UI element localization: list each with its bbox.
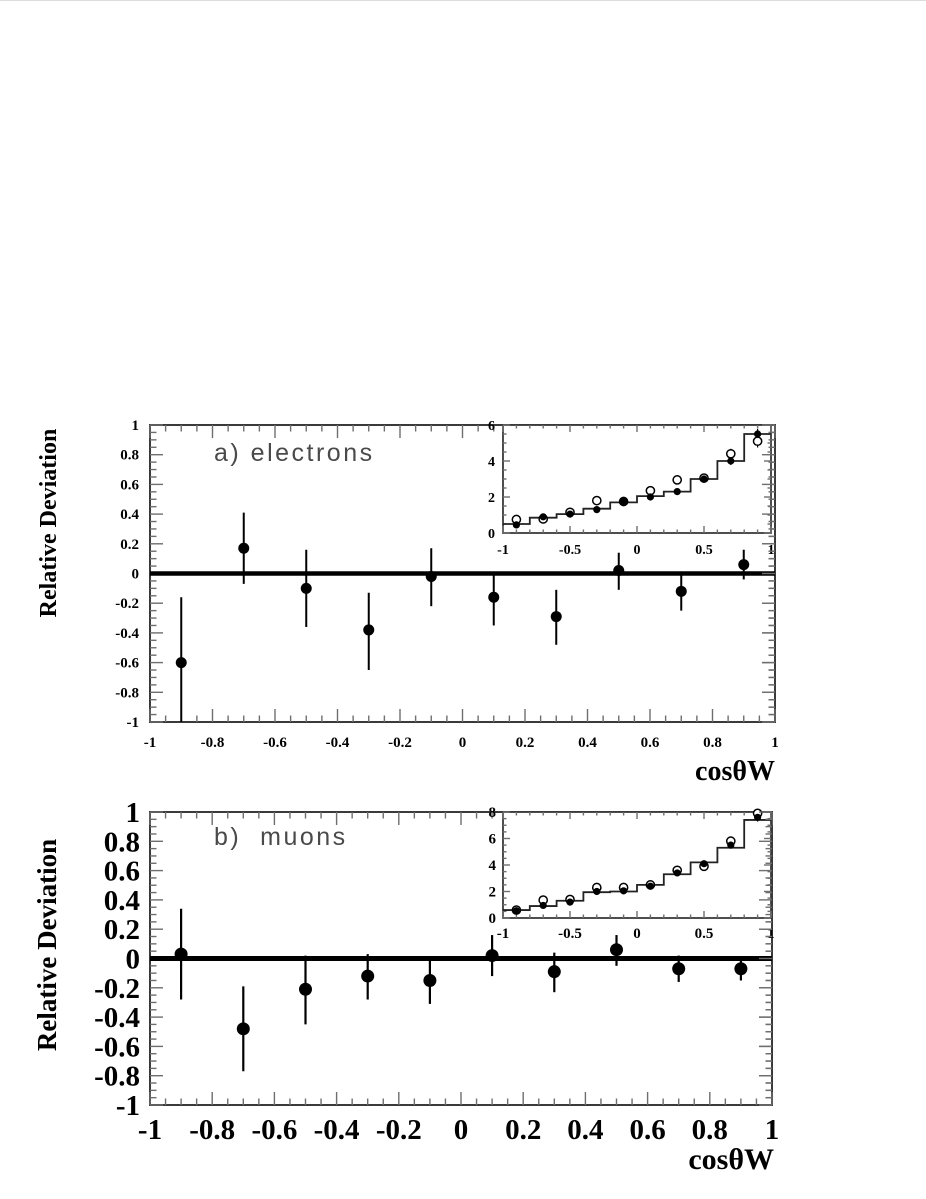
error-bars xyxy=(181,909,741,1072)
filled-data-point xyxy=(700,475,707,482)
x-tick-label: -0.8 xyxy=(189,1114,236,1146)
inset-x-tick-label: 1 xyxy=(767,543,775,558)
x-tick-label: -0.6 xyxy=(263,735,287,751)
x-tick-label: 0.6 xyxy=(640,735,660,751)
data-point xyxy=(548,965,561,978)
data-point xyxy=(238,543,249,554)
inset-y-tick-label: 8 xyxy=(488,805,496,821)
inset-x-tick-label: -0.5 xyxy=(558,926,582,942)
data-point xyxy=(610,943,623,956)
inset-x-tick-label: 0.5 xyxy=(695,543,713,558)
filled-data-point xyxy=(593,506,600,513)
data-point xyxy=(734,962,747,975)
panel-b-y-axis-title: Relative Deviation xyxy=(32,838,62,1052)
filled-data-point xyxy=(513,521,520,528)
x-tick-label: 0.2 xyxy=(515,735,535,751)
y-tick-label: -0.8 xyxy=(94,1060,140,1093)
inset-y-tick-label: 6 xyxy=(488,831,496,848)
data-point xyxy=(299,983,312,996)
filled-data-point xyxy=(647,883,654,890)
x-tick-label: -0.2 xyxy=(388,735,412,751)
panel-b-muons xyxy=(94,797,779,1146)
y-tick-label: -0.6 xyxy=(115,655,139,672)
data-point xyxy=(551,611,562,622)
y-tick-label: -0.2 xyxy=(115,596,139,613)
inset-x-tick-label: -1 xyxy=(496,926,510,942)
data-point xyxy=(361,970,374,983)
inset-x-tick-label: 0 xyxy=(633,926,641,942)
data-point xyxy=(676,586,687,597)
x-tick-label: -1 xyxy=(137,1114,163,1146)
y-tick-label: 0.2 xyxy=(103,914,140,947)
x-tick-label: -0.4 xyxy=(325,735,350,751)
x-tick-label: 0.4 xyxy=(567,1114,604,1146)
open-data-point xyxy=(754,437,762,445)
y-tick-label: 1 xyxy=(125,797,140,829)
inset-x-tick-label: -1 xyxy=(497,543,509,558)
y-tick-label: -0.4 xyxy=(115,625,139,642)
x-tick-label: 0.8 xyxy=(691,1114,728,1146)
y-tick-label: 0.6 xyxy=(103,855,140,888)
inset-x-tick-label: 0 xyxy=(633,543,641,558)
error-bars xyxy=(181,513,744,722)
y-tick-label: -1 xyxy=(115,1090,140,1122)
filled-data-point xyxy=(727,457,734,464)
data-point xyxy=(672,962,685,975)
filled-data-point xyxy=(540,902,547,909)
y-tick-label: -0.6 xyxy=(94,1031,140,1064)
data-point xyxy=(738,559,749,570)
filled-data-point xyxy=(620,887,627,894)
open-data-point xyxy=(593,497,601,505)
inset-y-tick-label: 6 xyxy=(488,419,495,434)
x-tick-label: 0.4 xyxy=(578,735,597,751)
panel-b-label: b) muons xyxy=(214,823,348,851)
y-tick-label: 0.4 xyxy=(103,884,140,917)
y-tick-label: 0.6 xyxy=(120,477,139,494)
data-point xyxy=(488,592,499,603)
open-data-point xyxy=(727,450,735,458)
inset-x-tick-label: 0.5 xyxy=(694,926,714,942)
data-point xyxy=(423,974,436,987)
y-tick-label: 1 xyxy=(131,418,139,434)
data-point xyxy=(426,571,437,582)
data-point xyxy=(613,565,624,576)
x-tick-label: -1 xyxy=(143,735,157,751)
inset-y-tick-label: 0 xyxy=(488,527,495,542)
data-point xyxy=(486,949,499,962)
x-tick-label: 0.8 xyxy=(703,735,722,751)
inset-panel xyxy=(488,419,775,558)
x-tick-label: -0.2 xyxy=(375,1114,422,1146)
panel-a-x-axis-title: cosθW xyxy=(695,756,775,787)
x-tick-label: -0.6 xyxy=(251,1114,298,1146)
filled-data-point xyxy=(647,493,654,500)
x-tick-label: 0.6 xyxy=(629,1114,666,1146)
data-points xyxy=(176,543,750,668)
panel-b-x-axis-title: cosθW xyxy=(688,1143,774,1176)
inset-y-tick-label: 4 xyxy=(488,455,495,470)
y-tick-label: 0.8 xyxy=(120,447,139,464)
y-tick-label: 0.8 xyxy=(103,826,140,859)
filled-data-point xyxy=(674,488,681,495)
panel-a-y-axis-title: Relative Deviation xyxy=(36,428,62,618)
inset-y-tick-label: 0 xyxy=(488,911,496,927)
filled-data-point xyxy=(700,860,707,867)
filled-data-point xyxy=(513,907,520,914)
y-tick-label: -0.2 xyxy=(94,972,140,1005)
filled-data-point xyxy=(566,510,573,517)
y-tick-label: 0 xyxy=(131,566,139,583)
data-point xyxy=(363,624,374,635)
filled-data-point xyxy=(566,899,573,906)
filled-data-point xyxy=(593,888,600,895)
x-tick-label: 0.2 xyxy=(505,1114,542,1146)
x-tick-label: 1 xyxy=(771,735,779,751)
x-tick-label: 1 xyxy=(764,1114,780,1146)
filled-data-point xyxy=(674,869,681,876)
data-point xyxy=(237,1022,250,1035)
filled-data-point xyxy=(727,842,734,849)
x-tick-label: -0.8 xyxy=(200,735,225,751)
inset-y-tick-label: 4 xyxy=(488,858,496,874)
open-data-point xyxy=(673,476,681,484)
data-point xyxy=(301,583,312,594)
data-point xyxy=(175,948,188,961)
x-tick-label: 0 xyxy=(453,1114,469,1146)
inset-x-tick-label: -0.5 xyxy=(558,543,582,558)
x-tick-label: -0.4 xyxy=(313,1114,360,1146)
filled-data-point xyxy=(620,498,627,505)
y-tick-label: -0.8 xyxy=(115,685,139,702)
data-point xyxy=(176,657,187,668)
filled-data-point xyxy=(754,814,761,821)
y-tick-label: -1 xyxy=(126,715,139,731)
y-tick-label: 0.4 xyxy=(120,507,139,524)
inset-y-tick-label: 2 xyxy=(488,884,496,901)
filled-data-point xyxy=(540,513,547,520)
panel-a-label: a) electrons xyxy=(214,439,375,467)
inset-x-tick-label: 1 xyxy=(767,926,775,942)
x-tick-label: 0 xyxy=(458,735,467,751)
y-tick-label: 0 xyxy=(125,943,140,976)
panel-a-electrons xyxy=(115,418,779,751)
y-tick-label: -0.4 xyxy=(94,1002,140,1035)
y-tick-label: 0.2 xyxy=(120,536,139,553)
filled-data-point xyxy=(754,430,761,437)
inset-y-tick-label: 2 xyxy=(488,491,495,506)
inset-panel xyxy=(489,805,775,942)
